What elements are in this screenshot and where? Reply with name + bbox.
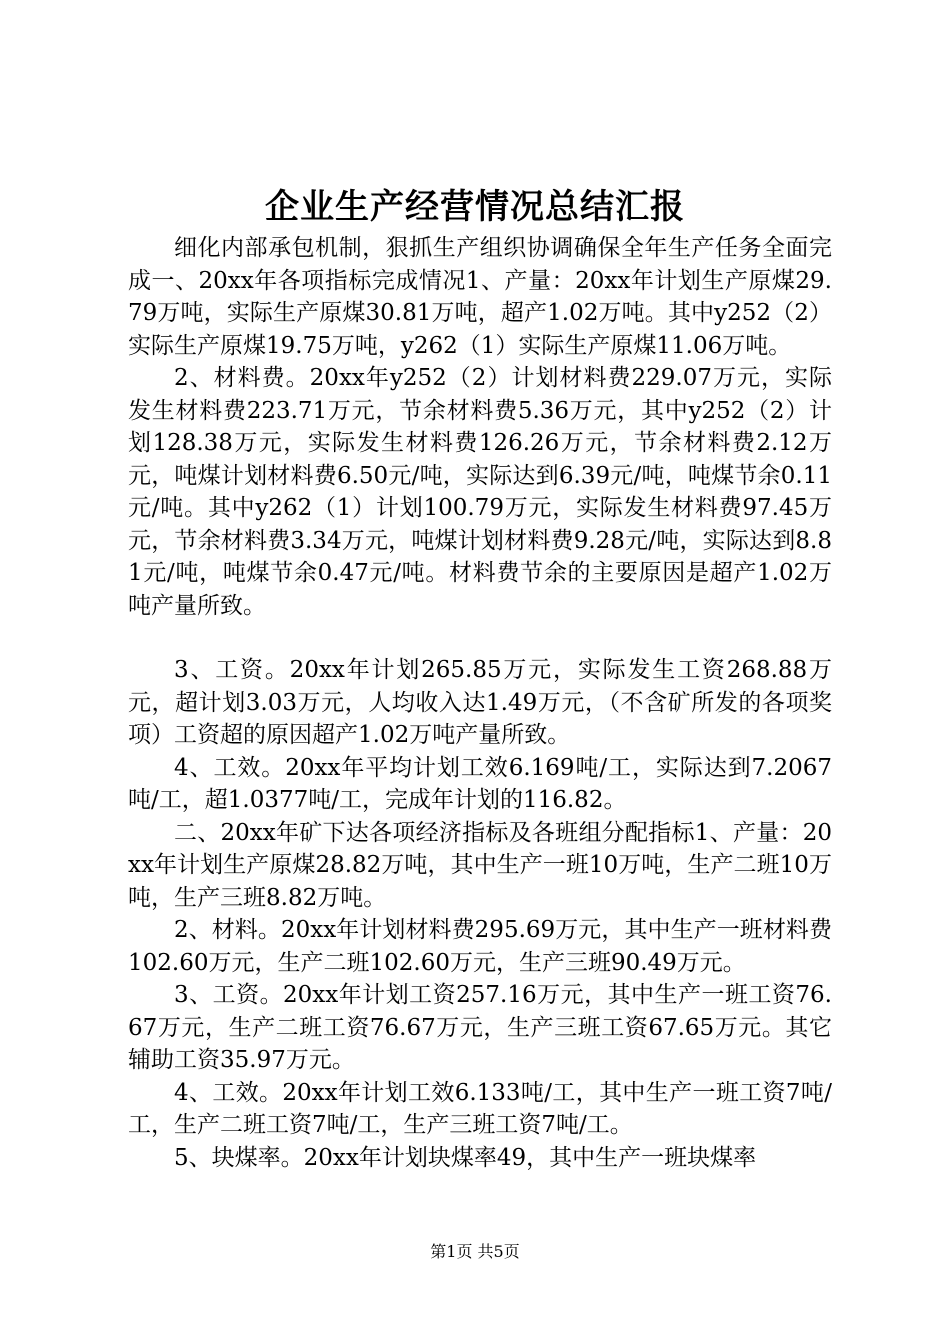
paragraph-wages: 3、工资。20xx年计划265.85万元，实际发生工资268.88万元，超计划3.03万元，人均收入达1.49万元，（不含矿所发的各项奖项）工资超的原因超产1.02万吨产量所致。 — [128, 657, 832, 748]
document-title: 企业生产经营情况总结汇报 — [265, 187, 685, 227]
page-number-footer: 第1页 共5页 — [430, 1242, 520, 1261]
paragraph-targets-wages: 3、工资。20xx年计划工资257.16万元，其中生产一班工资76.67万元，生产二班工资76.67万元，生产三班工资67.65万元。其它辅助工资35.97万元。 — [128, 982, 832, 1073]
paragraph-efficiency: 4、工效。20xx年平均计划工效6.169吨/工，实际达到7.2067吨/工，超1.0377吨/工，完成年计划的116.82。 — [128, 754, 832, 813]
document-body — [128, 232, 832, 1174]
paragraph-intro-production: 细化内部承包机制，狠抓生产组织协调确保全年生产任务全面完成一、20xx年各项指标完成情况1、产量：20xx年计划生产原煤29.79万吨，实际生产原煤30.81万吨，超产1.02万吨。其中y252（2）实际生产原煤19.75万吨，y262（1）实际生产原煤11.06万吨。 — [128, 235, 832, 359]
paragraph-material-cost: 2、材料费。20xx年y252（2）计划材料费229.07万元，实际发生材料费223.71万元，节余材料费5.36万元，其中y252（2）计划128.38万元，实际发生材料费126.26万元，节余材料费2.12万元，吨煤计划材料费6.50元/吨，实际达到6.39元/吨，吨煤节余0.11元/吨。其中y262（1）计划100.79万元，实际发生材料费97.45万元，节余材料费3.34万元，吨煤计划材料费9.28元/吨，实际达到8.81元/吨，吨煤节余0.47元/吨。材料费节余的主要原因是超产1.02万吨产量所致。 — [128, 365, 832, 619]
paragraph-targets-efficiency: 4、工效。20xx年计划工效6.133吨/工，其中生产一班工资7吨/工，生产二班工资7吨/工，生产三班工资7吨/工。 — [128, 1079, 832, 1138]
paragraph-targets-lump-coal: 5、块煤率。20xx年计划块煤率49，其中生产一班块煤率 — [174, 1144, 757, 1171]
paragraph-targets-material: 2、材料。20xx年计划材料费295.69万元，其中生产一班材料费102.60万元，生产二班102.60万元，生产三班90.49万元。 — [128, 917, 832, 976]
paragraph-targets-output: 二、20xx年矿下达各项经济指标及各班组分配指标1、产量：20xx年计划生产原煤28.82万吨，其中生产一班10万吨，生产二班10万吨，生产三班8.82万吨。 — [128, 819, 832, 911]
